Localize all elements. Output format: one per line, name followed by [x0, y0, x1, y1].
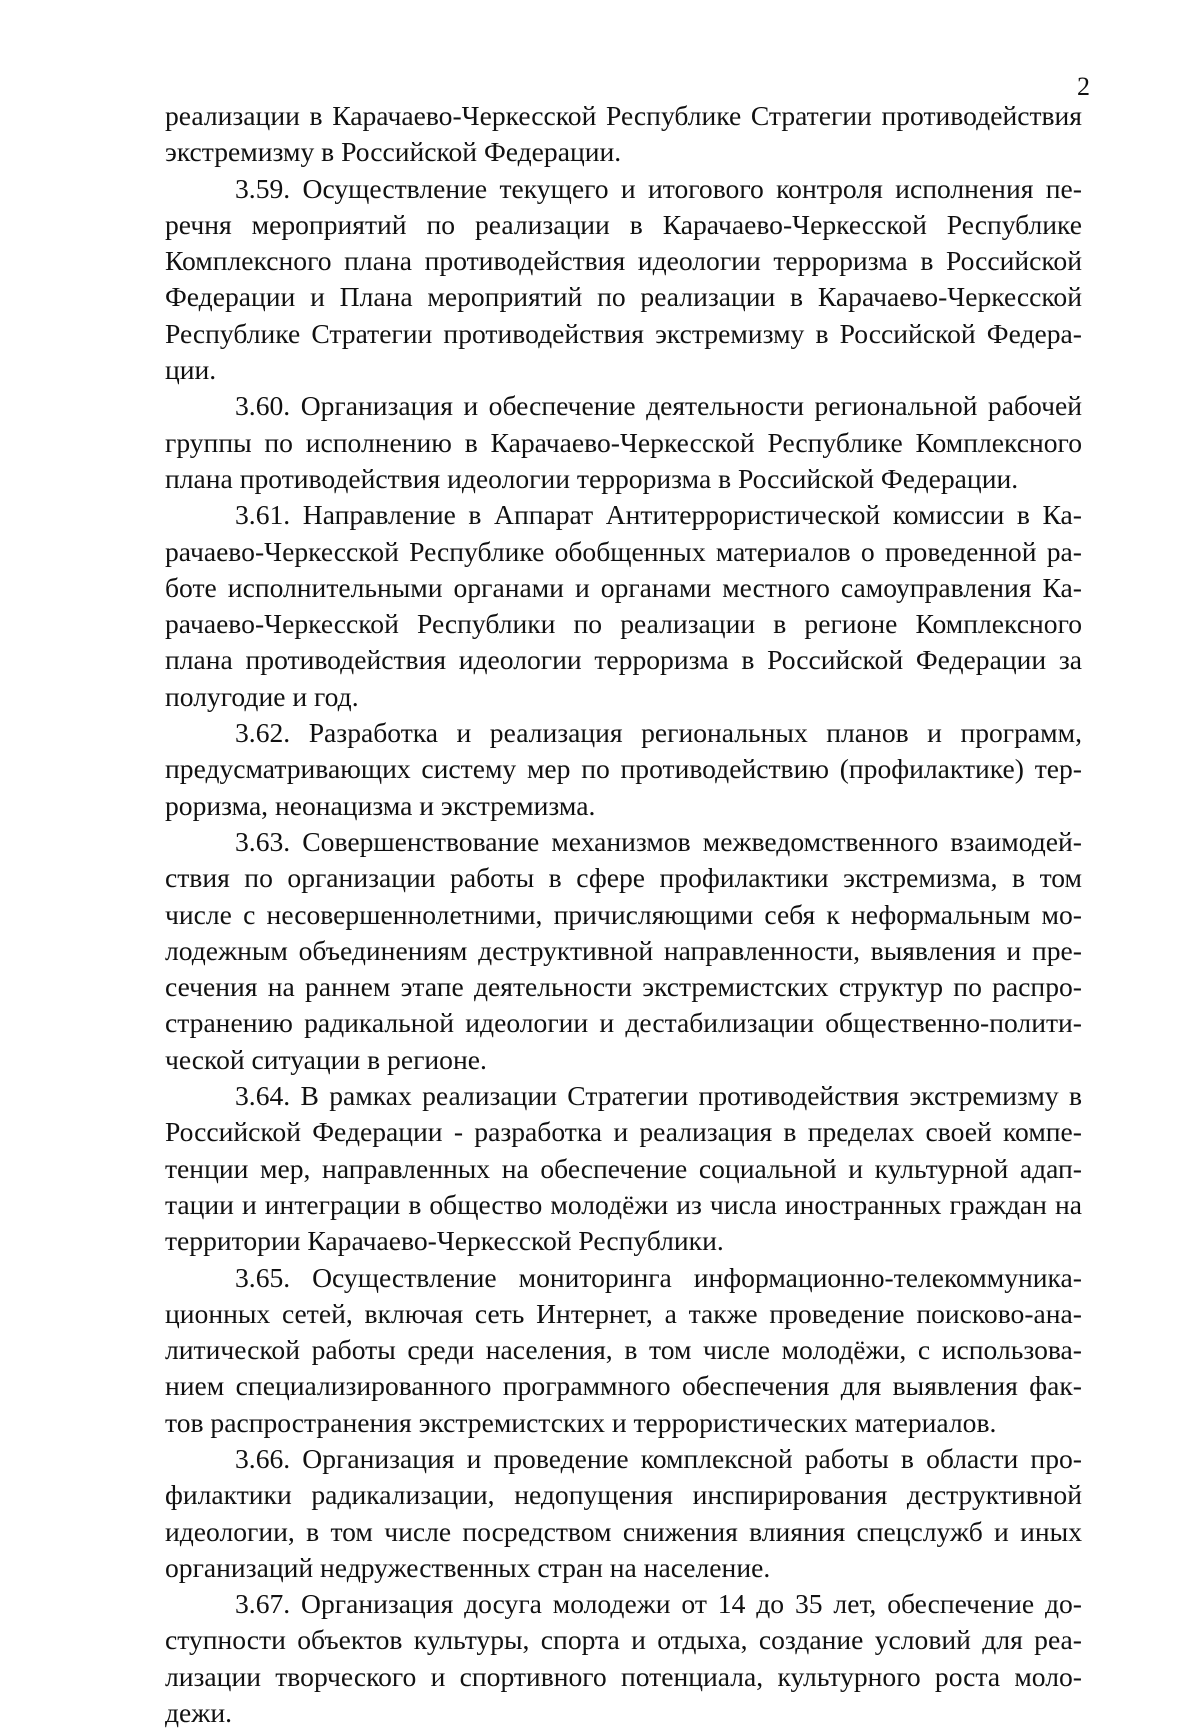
paragraph-3-65: 3.65. Осуществление мониторинга информационно-телекоммуникационных сетей, включая сеть Интернет, а также проведение поисково-аналитической работы среди населения, в том числе молодёжи, с использованием специализированного программного обеспечения для выявления фактов распространения экстремистских и террористических материалов. [165, 1261, 1082, 1438]
paragraph-3-66: 3.66. Организация и проведение комплексной работы в области профилактики радикализации, недопущения инспирирования деструктивной идеологии, в том числе посредством снижения влияния спецслужб и иных организаций недружественных стран на население. [165, 1442, 1082, 1583]
paragraph-3-63: 3.63. Совершенствование механизмов межведомственного взаимодействия по организации работы в сфере профилактики экстремизма, в том числе с несовершеннолетними, причисляющими себя к неформальным молодежным объединениям деструктивной направленности, выявления и пресечения на раннем этапе деятельности экстремистских структур по распространению радикальной идеологии и дестабилизации общественно-политической ситуации в регионе. [165, 825, 1082, 1075]
page-number: 2 [1077, 72, 1090, 101]
paragraph-3-60: 3.60. Организация и обеспечение деятельности региональной рабочей группы по исполнению в Карачаево-Черкесской Республике Комплексного плана противодействия идеологии терроризма в Российской Федерации. [165, 390, 1082, 494]
paragraph-3-59: 3.59. Осуществление текущего и итогового контроля исполнения перечня мероприятий по реализации в Карачаево-Черкесской Республике Комплексного плана противодействия идеологии терроризма в Российской Федерации и Плана мероприятий по реализации в Карачаево-Черкесской Республике Стратегии противодействия экстремизму в Российской Федерации. [165, 172, 1082, 386]
paragraph-continuation: реализации в Карачаево-Черкесской Республике Стратегии противодействия экстремизму в Российской Федерации. [165, 100, 1082, 168]
paragraph-3-62: 3.62. Разработка и реализация региональных планов и программ, предусматривающих систему мер по противодействию (профилактике) терроризма, неонацизма и экстремизма. [165, 717, 1082, 821]
paragraph-3-64: 3.64. В рамках реализации Стратегии противодействия экстремизму в Российской Федерации - разработка и реализация в пределах своей компетенции мер, направленных на обеспечение социальной и культурной адаптации и интеграции в общество молодёжи из числа иностранных граждан на территории Карачаево-Черкесской Республики. [165, 1080, 1082, 1257]
paragraph-3-61: 3.61. Направление в Аппарат Антитеррористической комиссии в Карачаево-Черкесской Республике обобщенных материалов о проведенной работе исполнительными органами и органами местного самоуправления Карачаево-Черкесской Республики по реализации в регионе Комплексного плана противодействия идеологии терроризма в Российской Федерации за полугодие и год. [165, 499, 1082, 712]
document-body [165, 98, 1082, 1731]
paragraph-3-67: 3.67. Организация досуга молодежи от 14 до 35 лет, обеспечение доступности объектов культуры, спорта и отдыха, создание условий для реализации творческого и спортивного потенциала, культурного роста молодежи. [165, 1588, 1082, 1729]
